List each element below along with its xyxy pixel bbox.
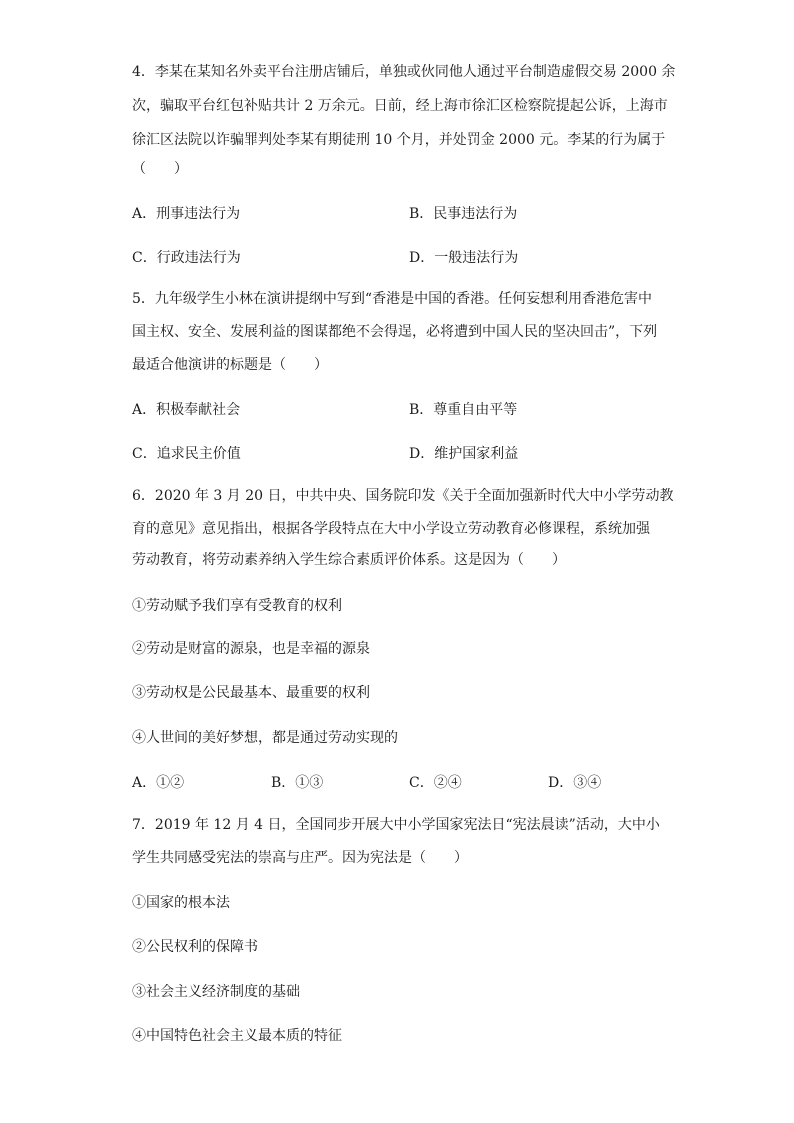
question-4-option-c: C．行政违法行为 [132,250,241,266]
question-5-line-3: 最适合他演讲的标题是（ ） [132,357,328,373]
question-7-item-1: ①国家的根本法 [132,895,230,911]
question-7-item-2: ②公民权利的保障书 [132,939,258,955]
question-6-line-3: 劳动教育，将劳动素养纳入学生综合素质评价体系。这是因为（ ） [132,552,566,568]
question-6-option-c: C．②④ [409,775,462,791]
question-5-line-1: 5．九年级学生小林在演讲提纲中写到“香港是中国的香港。任何妄想利用香港危害中 [132,291,653,307]
question-4-line-2: 次，骗取平台红包补贴共计 2 万余元。日前，经上海市徐汇区检察院提起公诉，上海市 [132,98,668,114]
question-6-item-1: ①劳动赋予我们享有受教育的权利 [132,598,342,614]
question-4-option-d: D．一般违法行为 [409,250,519,266]
question-5-line-2: 国主权、安全、发展利益的图谋都绝不会得逞，必将遭到中国人民的坚决回击”，下列 [132,324,658,340]
question-6-option-a: A．①② [132,775,185,791]
question-6-option-b: B．①③ [271,775,324,791]
question-5-option-d: D．维护国家利益 [409,446,519,462]
question-4-line-1: 4．李某在某知名外卖平台注册店铺后，单独或伙同他人通过平台制造虚假交易 2000 余 [132,64,676,80]
question-6-option-d: D．③④ [548,775,602,791]
question-4-line-3: 徐汇区法院以诈骗罪判处李某有期徒刑 10 个月，并处罚金 2000 元。李某的行为属于 [132,132,666,148]
question-4-option-a: A．刑事违法行为 [132,206,241,222]
question-6-line-1: 6．2020 年 3 月 20 日，中共中央、国务院印发《关于全面加强新时代大中小学劳动教 [132,488,674,504]
question-7-line-2: 学生共同感受宪法的崇高与庄严。因为宪法是（ ） [132,850,468,866]
question-6-line-2: 育的意见》意见指出，根据各学段特点在大中小学设立劳动教育必修课程，系统加强 [132,521,650,537]
question-6-item-3: ③劳动权是公民最基本、最重要的权利 [132,685,370,701]
question-4-line-4: （ ） [132,161,188,177]
question-6-item-2: ②劳动是财富的源泉，也是幸福的源泉 [132,641,370,657]
question-4-option-b: B．民事违法行为 [409,206,518,222]
question-7-item-4: ④中国特色社会主义最本质的特征 [132,1028,342,1044]
question-6-item-4: ④人世间的美好梦想，都是通过劳动实现的 [132,730,398,746]
question-7-item-3: ③社会主义经济制度的基础 [132,984,300,1000]
question-5-option-a: A．积极奉献社会 [132,402,241,418]
question-5-option-c: C．追求民主价值 [132,446,241,462]
question-7-line-1: 7．2019 年 12 月 4 日，全国同步开展大中小学国家宪法日“宪法晨读”活动，大中小 [132,817,660,833]
question-5-option-b: B．尊重自由平等 [409,402,518,418]
